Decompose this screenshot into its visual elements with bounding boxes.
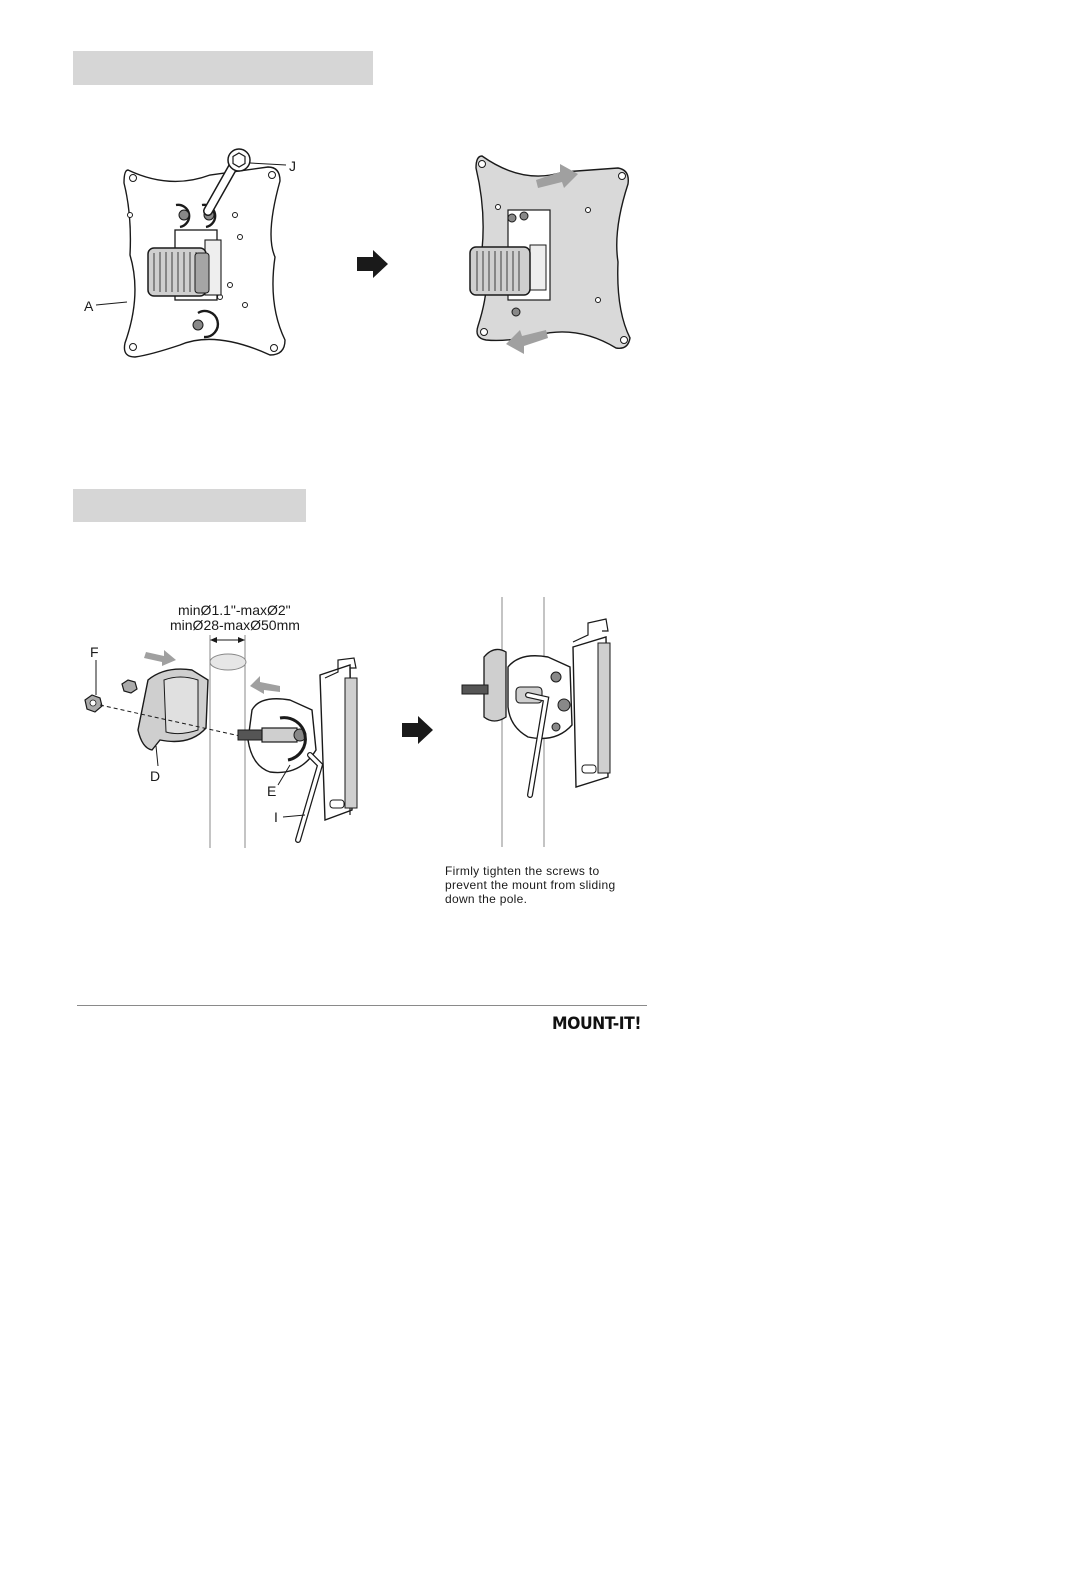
brand-logo: MOUNT-IT! — [552, 1014, 641, 1034]
part-label-a: A — [84, 298, 94, 314]
right-arrow-icon — [357, 250, 389, 278]
pole-diameter-imperial: minØ1.1"-maxØ2" — [178, 602, 291, 618]
step1-plate-rotated-illustration — [468, 150, 638, 365]
right-arrow-icon — [402, 716, 434, 744]
footer-divider — [77, 1005, 647, 1006]
tighten-instruction-note — [445, 864, 645, 906]
part-label-i: I — [274, 809, 278, 825]
note-line-3: down the pole. — [445, 892, 528, 906]
part-label-f: F — [90, 644, 99, 660]
step1-header-bar — [73, 51, 373, 85]
step1-plate-loosen-illustration — [80, 145, 320, 370]
step2-pole-clamp-assembled-illustration — [458, 597, 618, 847]
part-label-e: E — [267, 783, 277, 799]
step2-pole-clamp-exploded-illustration — [80, 600, 380, 850]
pole-diameter-metric: minØ28-maxØ50mm — [170, 617, 300, 633]
note-line-2: prevent the mount from sliding — [445, 878, 616, 892]
part-label-d: D — [150, 768, 161, 784]
part-label-j: J — [289, 158, 296, 174]
step2-header-bar — [73, 489, 306, 522]
note-line-1: Firmly tighten the screws to — [445, 864, 600, 878]
